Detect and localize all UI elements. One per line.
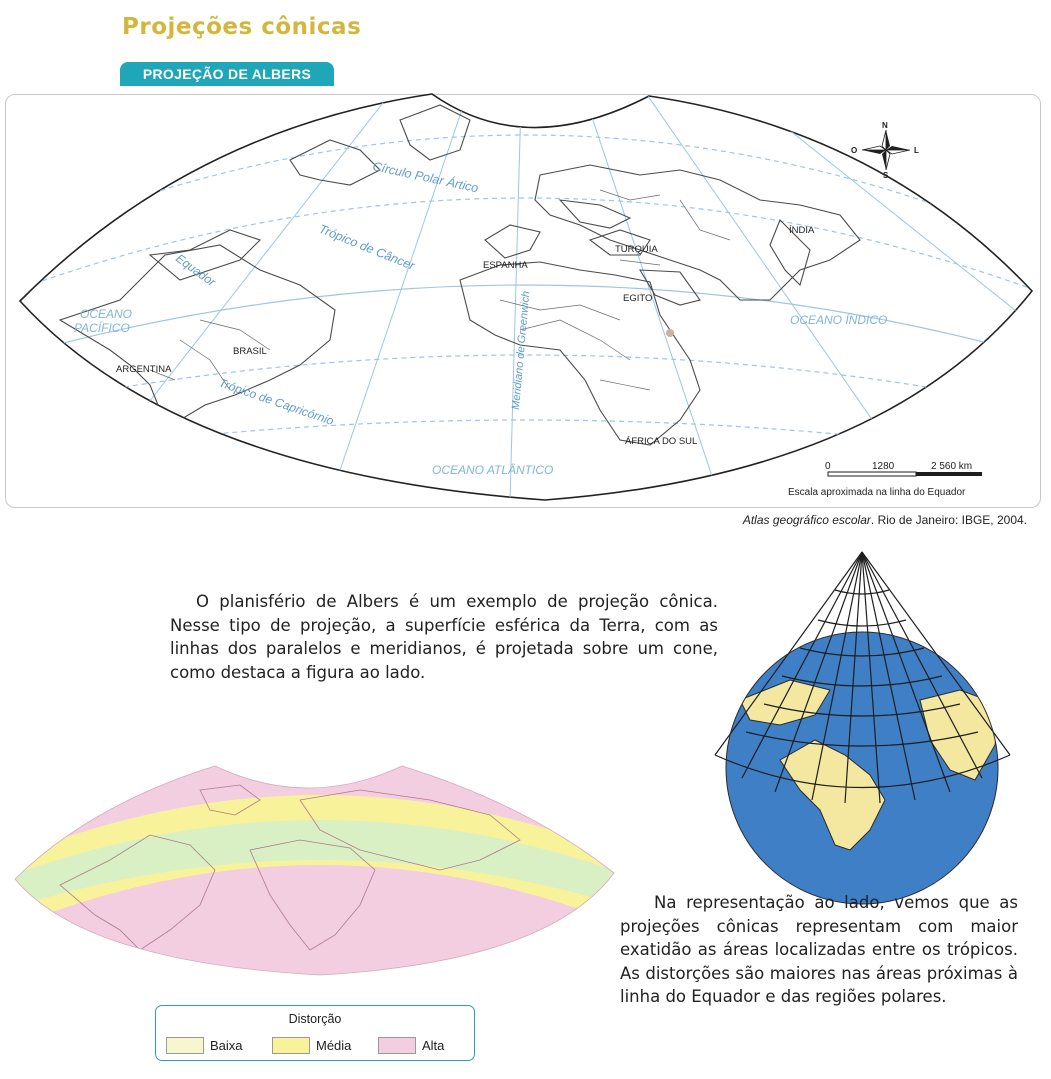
scale-bar <box>788 461 982 498</box>
page-title: Projeções cônicas <box>122 14 362 40</box>
compass-s: S <box>883 171 889 180</box>
country-india: ÍNDIA <box>789 225 815 236</box>
country-brasil: BRASIL <box>233 346 267 357</box>
legend-item-alta <box>378 1035 444 1055</box>
scale-tick-0: 0 <box>825 461 831 472</box>
map-source <box>743 513 1027 527</box>
country-egito: EGITO <box>623 293 653 304</box>
legend-label: Alta <box>422 1037 445 1053</box>
scale-tick-1280: 1280 <box>872 461 895 472</box>
scale-tick-2560: 2 560 km <box>931 461 973 472</box>
label-circulo-polar: Círculo Polar Ártico <box>371 159 480 196</box>
compass-o: O <box>851 146 858 155</box>
country-africa-do-sul: ÁFRICA DO SUL <box>625 436 698 447</box>
legend-label: Média <box>316 1037 352 1053</box>
scale-caption: Escala aproximada na linha do Equador <box>788 487 966 498</box>
country-argentina: ARGENTINA <box>116 364 172 375</box>
distortion-map <box>0 740 680 1000</box>
section-label: PROJEÇÃO DE ALBERS <box>120 62 334 86</box>
ocean-indico: OCEANO ÍNDICO <box>790 313 888 327</box>
label-tropico-cancer: Trópico de Câncer <box>316 221 417 273</box>
compass-n: N <box>882 121 888 130</box>
paragraph-distortion: Na representação ao lado, vemos que as projeções cônicas representam com maior exatidão as áreas localizadas entre os trópicos. As distorções são maiores nas áreas próximas à linha do Equador e das regiões polares. <box>620 893 1018 1006</box>
albers-map <box>0 0 1051 500</box>
legend-swatch <box>166 1037 204 1054</box>
legend-swatch <box>272 1037 310 1054</box>
label-equador: Equador <box>173 251 219 290</box>
legend-label: Baixa <box>210 1037 243 1053</box>
compass-l: L <box>914 146 919 155</box>
label-tropico-capricornio: Trópico de Capricórnio <box>217 375 336 429</box>
ocean-atlantico: OCEANO ATLÂNTICO <box>432 463 554 477</box>
globe-cone-illustration <box>715 552 1010 904</box>
legend-item-baixa <box>166 1035 243 1055</box>
distortion-legend <box>155 1005 475 1061</box>
legend-swatch <box>378 1037 416 1054</box>
source-details: . Rio de Janeiro: IBGE, 2004. <box>870 513 1027 527</box>
country-espanha: ESPANHA <box>483 260 528 271</box>
country-turquia: TURQUIA <box>615 244 658 255</box>
source-title: Atlas geográfico escolar <box>742 513 871 527</box>
ocean-pacifico-line2: PACÍFICO <box>74 321 130 335</box>
legend-title: Distorção <box>288 1012 342 1026</box>
label-meridiano: Meridiano de Greenwich <box>510 290 533 411</box>
legend-item-media <box>272 1035 351 1055</box>
ocean-pacifico-line1: OCEANO <box>80 307 133 321</box>
paragraph-albers: O planisfério de Albers é um exemplo de projeção cônica. Nesse tipo de projeção, a superfície esférica da Terra, com as linhas dos paralelos e meridianos, é projetada sobre um cone, como destaca a figura ao lado. <box>170 592 718 682</box>
